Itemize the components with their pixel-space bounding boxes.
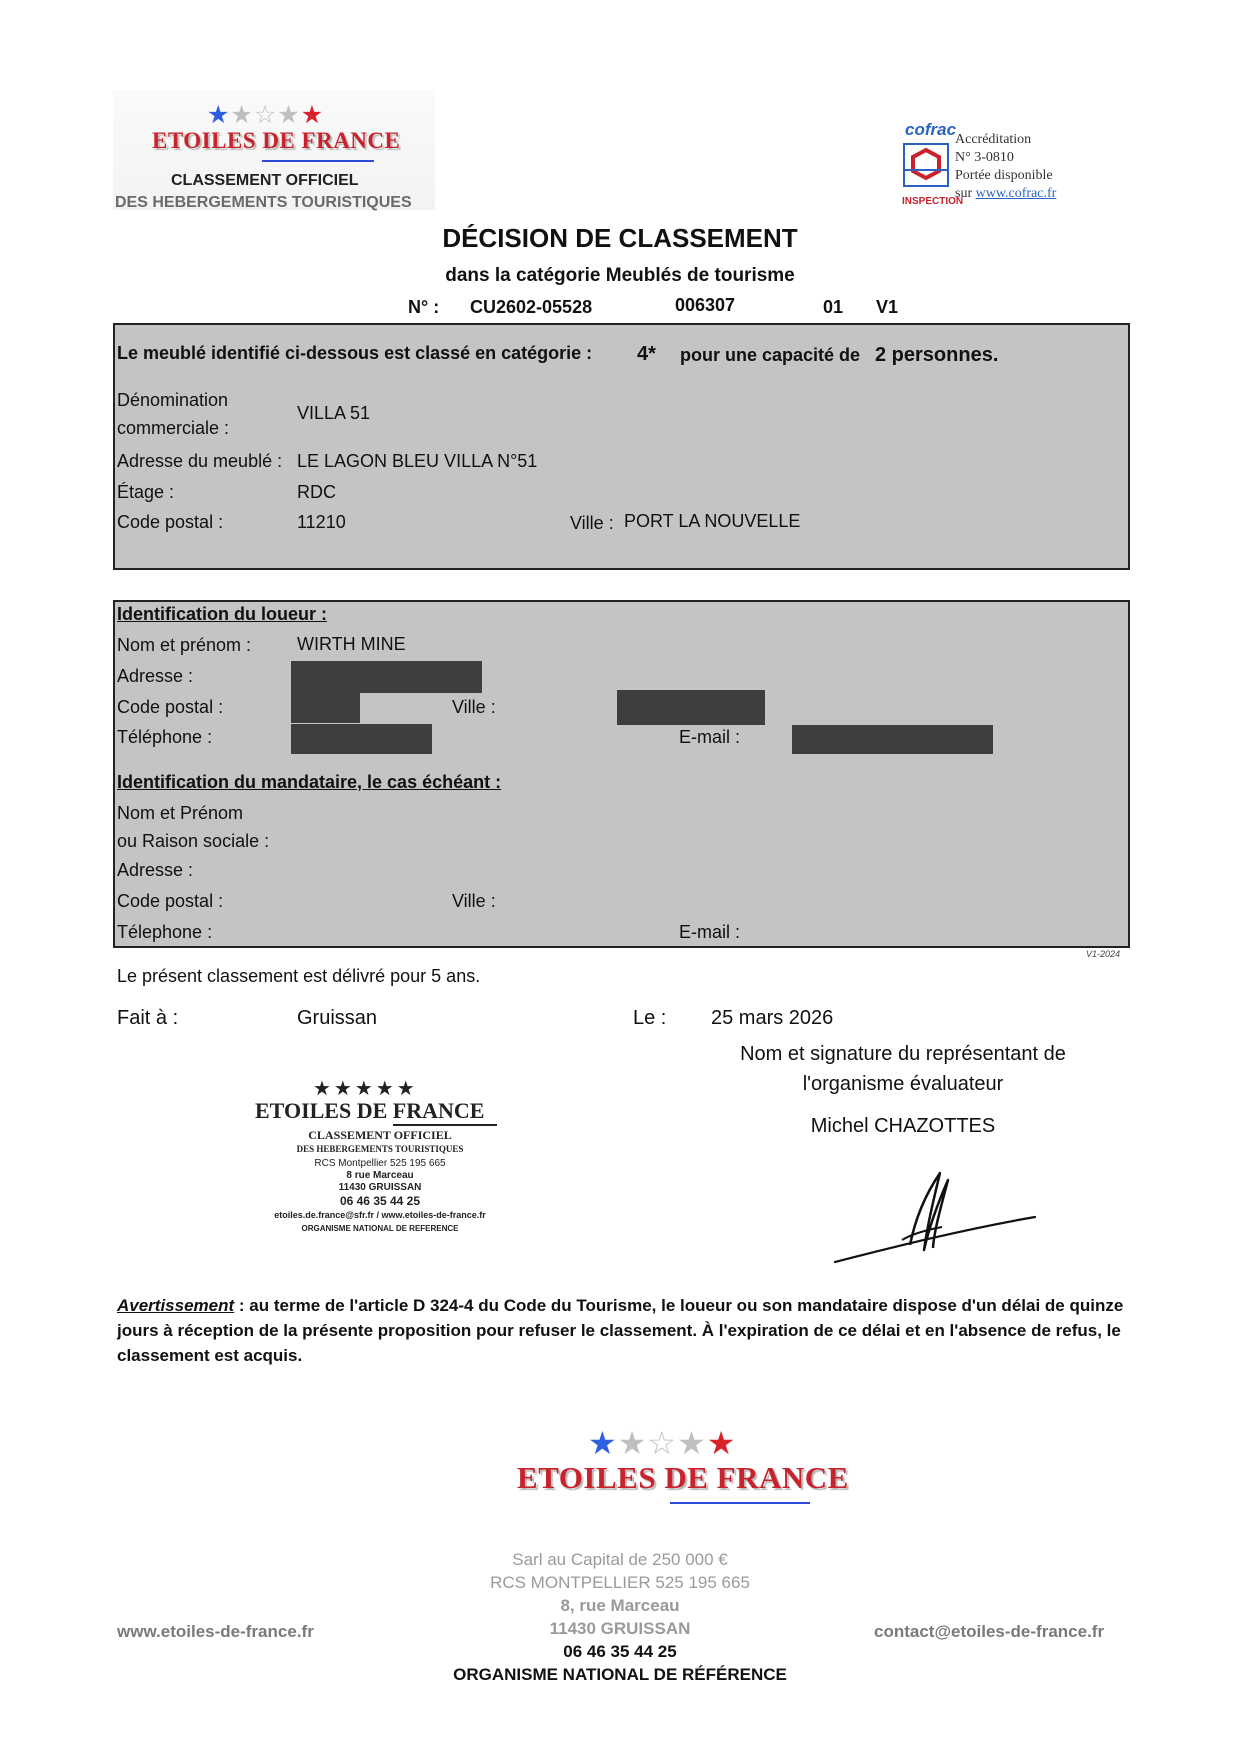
made-at-value: Gruissan: [297, 1007, 378, 1029]
postal-value: 11210: [297, 512, 346, 532]
cofrac-line-scope: Portée disponible: [955, 168, 1053, 183]
footer-rcs: RCS MONTPELLIER 525 195 665: [490, 1573, 750, 1592]
signature-image: [830, 1170, 1040, 1270]
lessor-phone-label: Téléphone :: [117, 727, 213, 747]
stamp-underline: [393, 1124, 497, 1126]
denomination-label-1: Dénomination: [117, 390, 229, 410]
ref-version: V1: [876, 297, 899, 317]
company-stamp: [245, 1066, 515, 1241]
lessor-city-redaction: [617, 690, 765, 725]
cofrac-line-url: [955, 185, 1056, 203]
agent-email-label: E-mail :: [679, 922, 741, 942]
stamp-line8: ORGANISME NATIONAL DE REFERENCE: [301, 1224, 459, 1233]
denomination-label-2: commerciale :: [117, 418, 230, 438]
warning-line1: : au terme de l'article D 324-4 du Code du Tourisme, le loueur ou son mandataire dispose d'un délai de quinze: [234, 1296, 1124, 1315]
ref-number: 006307: [675, 295, 736, 315]
lessor-city-label: Ville :: [452, 697, 496, 717]
signatory-line1: Nom et signature du représentant de: [740, 1043, 1066, 1065]
header-logo-stars: ★★☆★★: [207, 100, 325, 129]
footer-logo-stars: ★★☆★★: [588, 1424, 737, 1462]
page-subtitle: dans la catégorie Meublés de tourisme: [445, 265, 795, 286]
footer-website-link[interactable]: www.etoiles-de-france.fr: [117, 1622, 314, 1641]
stamp-stars: ★★★★★: [313, 1078, 418, 1100]
header-logo-line1: CLASSEMENT OFFICIEL: [171, 172, 359, 189]
cofrac-inspection-badge: INSPECTION: [902, 196, 964, 207]
page-title: DÉCISION DE CLASSEMENT: [442, 223, 798, 253]
floor-label: Étage :: [117, 482, 175, 502]
footer-logo-underline: [670, 1502, 810, 1504]
warning-line2: jours à réception de la présente proposition pour refuser le classement. À l'expiration de ce délai et en l'absence de refus, le: [117, 1321, 1121, 1340]
address-value: LE LAGON BLEU VILLA N°51: [297, 451, 538, 471]
agent-city-label: Ville :: [452, 891, 496, 911]
agent-address-label: Adresse :: [117, 860, 194, 880]
agent-heading: Identification du mandataire, le cas échéant :: [117, 772, 502, 792]
agent-phone-label: Télephone :: [117, 922, 213, 942]
signatory-name: Michel CHAZOTTES: [810, 1115, 996, 1137]
lessor-heading: Identification du loueur :: [117, 604, 327, 624]
footer-logo-brand: ETOILES DE FRANCE: [517, 1460, 849, 1495]
lessor-postal-redaction: [291, 693, 360, 723]
footer-capital: Sarl au Capital de 250 000 €: [512, 1550, 728, 1569]
classification-stars: 4*: [637, 343, 656, 365]
lessor-phone-redaction: [291, 724, 432, 754]
cofrac-wordmark: cofrac: [905, 120, 957, 139]
stamp-line4: 8 rue Marceau: [346, 1170, 414, 1181]
cofrac-line-accreditation: Accréditation: [955, 132, 1032, 147]
cofrac-hexagon-icon: [903, 142, 955, 200]
lessor-postal-label: Code postal :: [117, 697, 224, 717]
date-label: Le :: [633, 1007, 667, 1029]
cofrac-line-number: N° 3-0810: [955, 150, 1014, 165]
lessor-address-label: Adresse :: [117, 666, 194, 686]
agent-name-label-1: Nom et Prénom: [117, 803, 244, 823]
footer-street: 8, rue Marceau: [560, 1596, 680, 1615]
city-value: PORT LA NOUVELLE: [624, 511, 801, 531]
capacity-value: 2 personnes.: [875, 344, 999, 366]
postal-label: Code postal :: [117, 512, 224, 532]
stamp-line5: 11430 GRUISSAN: [338, 1182, 422, 1193]
cofrac-line-sur: sur: [955, 186, 973, 201]
stamp-line7: etoiles.de.france@sfr.fr / www.etoiles-de-france.fr: [274, 1210, 486, 1220]
cofrac-text: [955, 131, 1056, 203]
capacity-label: pour une capacité de: [680, 345, 861, 365]
lessor-email-redaction: [792, 725, 993, 754]
agent-postal-label: Code postal :: [117, 891, 224, 911]
footer-city: 11430 GRUISSAN: [549, 1619, 691, 1638]
date-value: 25 mars 2026: [711, 1007, 834, 1029]
signatory-line2: l'organisme évaluateur: [802, 1073, 1004, 1095]
city-label: Ville :: [570, 513, 614, 533]
footer-email-link[interactable]: contact@etoiles-de-france.fr: [874, 1622, 1105, 1641]
validity-text: Le présent classement est délivré pour 5 ans.: [117, 966, 481, 986]
stamp-brand: ETOILES DE FRANCE: [255, 1098, 485, 1123]
cofrac-url-link[interactable]: www.cofrac.fr: [975, 186, 1057, 201]
ref-label: N° :: [408, 297, 440, 317]
stamp-line6: 06 46 35 44 25: [339, 1194, 421, 1208]
ref-code: CU2602-05528: [470, 297, 593, 317]
header-logo-line2: DES HEBERGEMENTS TOURISTIQUES: [115, 194, 412, 211]
warning-line1-wrap: [117, 1296, 1123, 1316]
form-version: V1-2024: [1086, 949, 1121, 959]
footer-org: ORGANISME NATIONAL DE RÉFÉRENCE: [453, 1665, 787, 1684]
classification-intro: Le meublé identifié ci-dessous est classé en catégorie :: [117, 343, 593, 363]
ref-part: 01: [823, 297, 844, 317]
floor-value: RDC: [297, 482, 336, 502]
stamp-line2: DES HEBERGEMENTS TOURISTIQUES: [296, 1144, 464, 1154]
warning-label: Avertissement: [117, 1296, 235, 1315]
footer-phone: 06 46 35 44 25: [563, 1642, 677, 1661]
lessor-email-label: E-mail :: [679, 727, 741, 747]
lessor-address-redaction: [291, 661, 482, 693]
made-at-label: Fait à :: [117, 1007, 179, 1029]
warning-line3: classement est acquis.: [117, 1346, 303, 1365]
header-logo-brand: ETOILES DE FRANCE: [152, 128, 401, 153]
agent-name-label-2: ou Raison sociale :: [117, 831, 270, 851]
header-logo-underline: [262, 160, 374, 162]
stamp-line1: CLASSEMENT OFFICIEL: [308, 1128, 452, 1142]
lessor-name-label: Nom et prénom :: [117, 635, 252, 655]
lessor-name-value: WIRTH MINE: [297, 634, 406, 654]
address-label: Adresse du meublé :: [117, 451, 283, 471]
stamp-line3: RCS Montpellier 525 195 665: [314, 1158, 446, 1169]
denomination-value: VILLA 51: [297, 403, 371, 423]
